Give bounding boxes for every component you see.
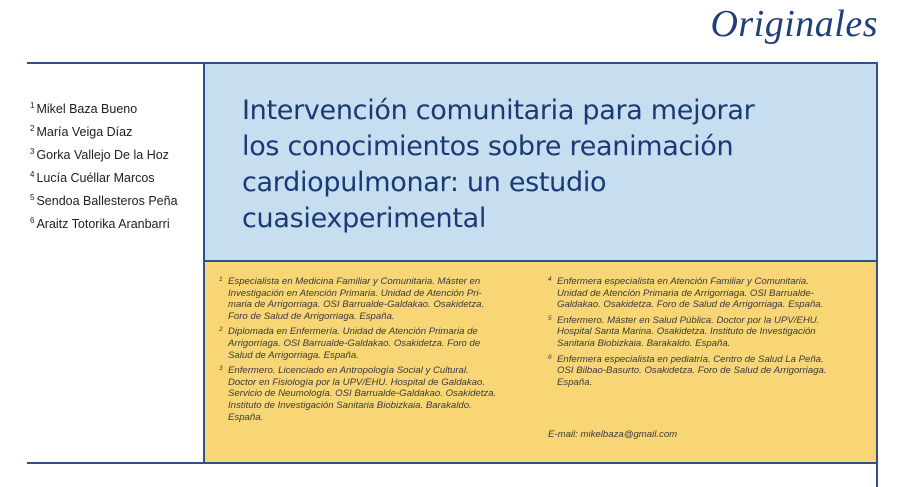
author-item — [30, 165, 178, 188]
author-number: 5 — [30, 193, 35, 202]
author-item — [30, 119, 178, 142]
author-number: 3 — [30, 147, 35, 156]
author-name: Sendoa Ballesteros Peña — [36, 194, 178, 208]
affiliations-right-column — [548, 276, 858, 392]
affiliation-number: 6 — [548, 353, 552, 361]
author-name: Lucía Cuéllar Marcos — [36, 171, 155, 185]
affiliation-number: 1 — [219, 276, 223, 283]
author-item — [30, 188, 178, 211]
author-item — [30, 142, 178, 165]
affiliation-line: Enfermero. Licenciado en Antropología Social y Cultural. — [228, 365, 469, 377]
title-line: cuasiexperimental — [242, 203, 487, 234]
affiliation-number: 2 — [219, 326, 223, 334]
right-rule — [876, 62, 878, 487]
author-list — [30, 96, 178, 234]
affiliation-line: Enfermera especialista en Atención Familiar y Comunitaria. — [557, 276, 809, 287]
affiliation-item — [548, 315, 858, 350]
affiliation-line: Salud de Arrigorriaga. España. — [228, 349, 359, 361]
title-line: los conocimientos sobre reanimación — [242, 131, 734, 162]
affiliation-line: Doctor en Fisiología por la UPV/EHU. Hospital de Galdakao. — [228, 376, 486, 388]
author-name: Gorka Vallejo De la Hoz — [36, 148, 169, 162]
title-panel — [205, 64, 876, 260]
affiliation-line: España. — [557, 376, 593, 388]
affiliation-line: Arrigorriaga. OSI Barrualde-Galdakao. Osakidetza. Foro de — [228, 337, 481, 349]
author-number: 1 — [30, 101, 35, 110]
affiliation-line: Enfermera especialista en pediatría. Centro de Salud La Peña. — [557, 353, 824, 365]
affiliation-line: Especialista en Medicina Familiar y Comunitaria. Máster en — [228, 276, 481, 287]
affiliations-left-column — [219, 276, 519, 427]
affiliation-item — [219, 365, 519, 423]
affiliations-panel — [205, 262, 876, 462]
affiliation-line: Hospital Santa Marina. Osakidetza. Instituto de Investigación — [557, 326, 816, 338]
affiliation-number: 3 — [219, 365, 223, 373]
affiliation-line: OSI Bilbao-Basurto. Osakidetza. Foro de Salud de Arrigorriaga. — [557, 365, 827, 377]
author-number: 4 — [30, 170, 35, 179]
affiliation-line: Investigación en Atención Primaria. Unidad de Atención Pri- — [228, 287, 482, 299]
affiliation-item — [548, 276, 858, 311]
affiliation-line: Foro de Salud de Arrigorriaga. España. — [228, 310, 395, 322]
author-name: Araitz Totorika Aranbarri — [36, 217, 170, 231]
affiliation-line: maria de Arrigorriaga. OSI Barrualde-Galdakao. Osakidetza. — [228, 299, 485, 311]
affiliation-item — [219, 276, 519, 322]
article-title — [242, 93, 842, 237]
title-line: Intervención comunitaria para mejorar — [242, 95, 755, 126]
affiliation-line: Servicio de Neumología. OSI Barrualde-Galdakao. Osakidetza. — [228, 388, 497, 400]
section-title: Originales — [710, 3, 878, 45]
affiliation-line: España. — [228, 411, 264, 423]
affiliation-line: Instituto de Investigación Sanitaria Biobizkaia. Barakaldo. — [228, 399, 472, 411]
contact-email[interactable]: E-mail: mikelbaza@gmail.com — [548, 429, 678, 440]
affiliation-item — [219, 326, 519, 361]
author-number: 2 — [30, 124, 35, 133]
author-name: Mikel Baza Bueno — [36, 102, 138, 116]
title-line: cardiopulmonar: un estudio — [242, 167, 607, 198]
author-number: 6 — [30, 216, 35, 225]
affiliation-line: Diplomada en Enfermería. Unidad de Atención Primaria de — [228, 326, 478, 338]
author-item — [30, 211, 178, 234]
affiliation-item — [548, 354, 858, 389]
affiliation-line: Enfermero. Máster en Salud Pública. Doctor por la UPV/EHU. — [557, 314, 820, 326]
affiliation-line: Unidad de Atención Primaria de Arrigorriaga. OSI Barrualde- — [557, 287, 814, 299]
affiliation-line: Galdakao. Osakidetza. Foro de Salud de Arrigorriaga. España. — [557, 299, 824, 311]
author-item — [30, 96, 178, 119]
affiliation-line: Sanitaria Biobizkaia. Barakaldo. España. — [557, 337, 731, 349]
bottom-rule — [27, 462, 878, 464]
affiliation-number: 4 — [548, 276, 552, 283]
affiliation-number: 5 — [548, 314, 552, 322]
author-name: María Veiga Díaz — [36, 125, 133, 139]
